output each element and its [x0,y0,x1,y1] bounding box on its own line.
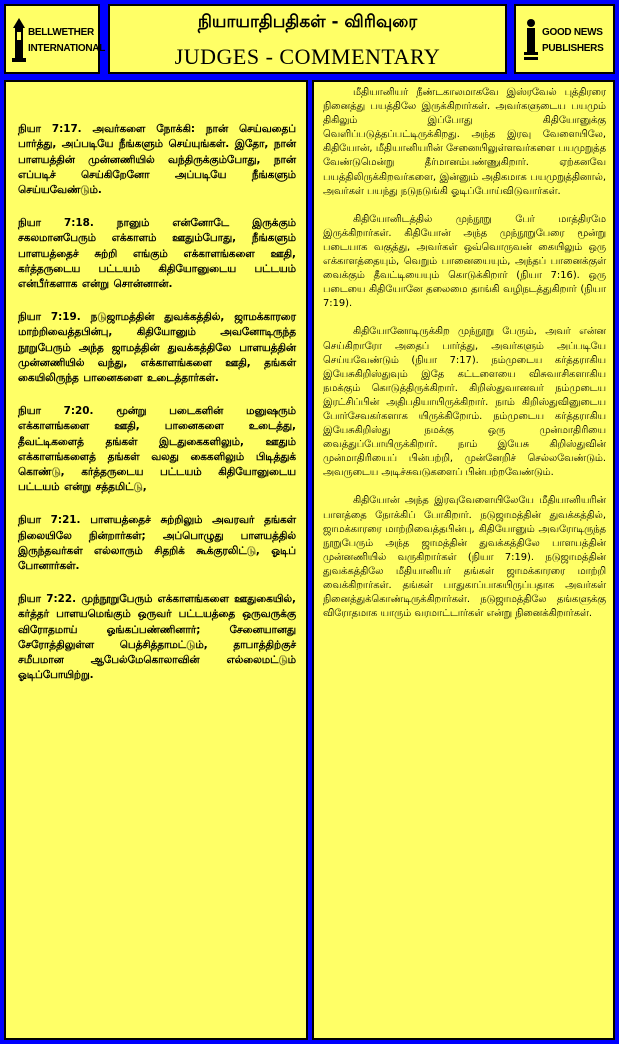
good-news-logo [514,4,615,74]
logo-left-line2: INTERNATIONAL [28,43,106,54]
commentary-paragraph: கிதியோனோடிருக்கிற முந்நூறு பேரும், அவர் என்ன செய்கிறாரோ அதைப் பார்த்து, அவர்களும் அப்படியே செய்யவேண்டும் (நியா 7:17). நம்முடைய கர்த்தராகிய இயேசுகிறிஸ்துவும் இதே கட்டளையை விசுவாசிகளாகிய நமக்கும் கொடுத்திருக்கிறார். கிறிஸ்துவானவர் நம்முடைய இரட்சிப்பின் அதிபதியாயிருக்கிறார். நாம் கிறிஸ்துவினுடைய போர்சேவகர்களாக யிருக்கிறோம். நம்முடைய கர்த்தராகிய இயேசுகிறிஸ்து நமக்கு ஒரு முன்மாதிரியை வைத்துப்போயிருக்கிறார். நாம் இயேசு கிறிஸ்துவின் முன்மாதிரியைப் பின்பற்றி, முன்னேறிச் செல்லவேண்டும். அவருடைய அடிச்சுவடுகளைப் பின்பற்றவேண்டும். [323,326,606,479]
title-banner [108,4,507,74]
verse-paragraph: நியா 7:20. மூன்று படைகளின் மனுஷரும் எக்காளங்களை ஊதி, பானைகளை உடைத்து, தீவட்டிகளைத் தங்கள் இடதுகைகளிலும், ஊதும் எக்காளங்களைத் தங்கள் வலது கைகளிலும் பிடித்துக் கொண்டு, கர்த்தருடைய பட்டயம் கிதியோனுடைய பட்டயம் என்று சத்தமிட்டு, [18,404,296,494]
book-figure-icon [524,18,538,64]
title-tamil: நியாயாதிபதிகள் - விரிவுரை [197,12,418,32]
logo-right-line1: GOOD NEWS [542,27,603,38]
commentary-paragraph: கிதியோனிடத்தில் முந்நூறு பேர் மாத்திரமே இருக்கிறார்கள். கிதியோன் அந்த முந்நூறுபேரை மூன்று படையாக வகுத்து, அவர்கள் ஒவ்வொருவன் கையிலும் ஒரு எக்காளத்தையும், வெறும் பானையையும், அந்தப் பானைக்குள் வைக்கும் தீவட்டியையும் கொடுக்கிறார் (நியா 7:16). ஒரு படையை கிதியோனே தலைமை தாங்கி வழிநடத்துகிறார் (நியா 7:19). [323,213,606,310]
verse-paragraph: நியா 7:18. நானும் என்னோடே இருக்கும் சகலமானபேரும் எக்காளம் ஊதும்போது, நீங்களும் பாளயத்தைச் சுற்றி எங்கும் எக்காளங்களை ஊதி, கர்த்தருடைய பட்டயம் கிதியோனுடைய பட்டயம் என்பீர்களாக என்று சொன்னான். [18,216,296,291]
commentary-paragraph: மீதியானியர் நீண்டகாலமாகவே இஸ்ரவேல் புத்திரரை நினைத்து பயத்திலே இருக்கிறார்கள். அவர்களுடைய பயமும் திகிலும் இப்போது கிதியோனுக்கு வெளிப்படுத்தப்பட்டிருக்கிறது. அந்த இரவு வேளையிலே, கிதியோன், மீதியானியரின் சேனையிலுள்ளவர்களை பயமுறுத்த வேண்டுமென்று தீர்மானம்பண்ணுகிறார். ஏற்கனவே பயத்திலிருக்கிறவர்களை, இன்னும் அதிகமாக பயமுறுத்தினால், அவர்கள் பயந்து நடுநடுங்கி ஓடிப்போய்விடுவார்கள். [323,87,606,197]
verse-paragraph: நியா 7:21. பாளயத்தைச் சுற்றிலும் அவரவர் தங்கள் நிலையிலே நின்றார்கள்; அப்பொழுது பாளயத்தில் இருந்தவர்கள் எல்லாரும் சிதறிக் கூக்குரலிட்டு, ஓடிப் போனார்கள். [18,514,296,573]
logo-left-line1: BELLWETHER [28,27,94,38]
bellwether-logo [4,4,106,74]
bell-tower-icon [12,18,26,64]
verses-column [4,80,308,1040]
title-english: JUDGES - COMMENTARY [174,44,441,69]
commentary-column [312,80,615,1040]
commentary-paragraph: கிதியோன் அந்த இரவுவேளையிலேயே மீதியானியரின் பாளத்தை நோக்கிப் போகிறார். நடுஜாமத்தின் துவக்கத்தில், ஜாமக்காரரை மாற்றிவைத்தபின்பு, கிதியோனும் அவரோடிருந்த நூறுபேரும் அந்த ஜாமத்தின் துவக்கத்திலே பாளயத்தின் முன்னணியில் வருகிறார்கள் (நியா 7:19). நடுஜாமத்தின் துவக்கத்திலே மீதியானியர் தங்கள் ஜாமக்காரரை மாற்றி வைக்கிறார்கள். தங்கள் பாதுகாப்பாகயிருப்பதாக அவர்கள் நினைத்துக்கொண்டிருக்கிறார்கள். நடுஜாமத்திலே தங்களுக்கு விரோதமாக யாரும் வரமாட்டார்கள் என்று நினைக்கிறார்கள். [323,495,606,620]
verse-paragraph: நியா 7:19. நடுஜாமத்தின் துவக்கத்தில், ஜாமக்காரரை மாற்றிவைத்தபின்பு, கிதியோனும் அவனோடிருந்த நூறுபேரும் அந்த ஜாமத்தின் துவக்கத்திலே பாளயத்தின் முன்னணியில் வந்து, எக்காளங்களை ஊதி, தங்கள் கையிலிருந்த பானைகளை உடைத்தார்கள். [18,310,296,385]
verse-paragraph: நியா 7:22. முந்நூறுபேரும் எக்காளங்களை ஊதுகையில், கர்த்தர் பாளயமெங்கும் ஒருவர் பட்டயத்தை ஒருவருக்கு விரோதமாய் ஓங்கப்பண்ணினார்; சேனையானது சேரோத்திலுள்ள பெத்சித்தாமட்டும், தாபாத்திற்குச் சமீபமான ஆபேல்மேகொலாவின் எல்லைமட்டும் ஓடிப்போயிற்று. [18,592,296,682]
logo-right-line2: PUBLISHERS [542,43,604,54]
verse-paragraph: நியா 7:17. அவர்களை நோக்கி: நான் செய்வதைப் பார்த்து, அப்படியே நீங்களும் செய்யுங்கள். இதோ, நான் பாளயத்தின் முன்னணியில் வந்திருக்கும்போது, நான் எப்படிச் செய்கிறேனோ அப்படியே நீங்களும் செய்யவேண்டும். [18,123,296,197]
